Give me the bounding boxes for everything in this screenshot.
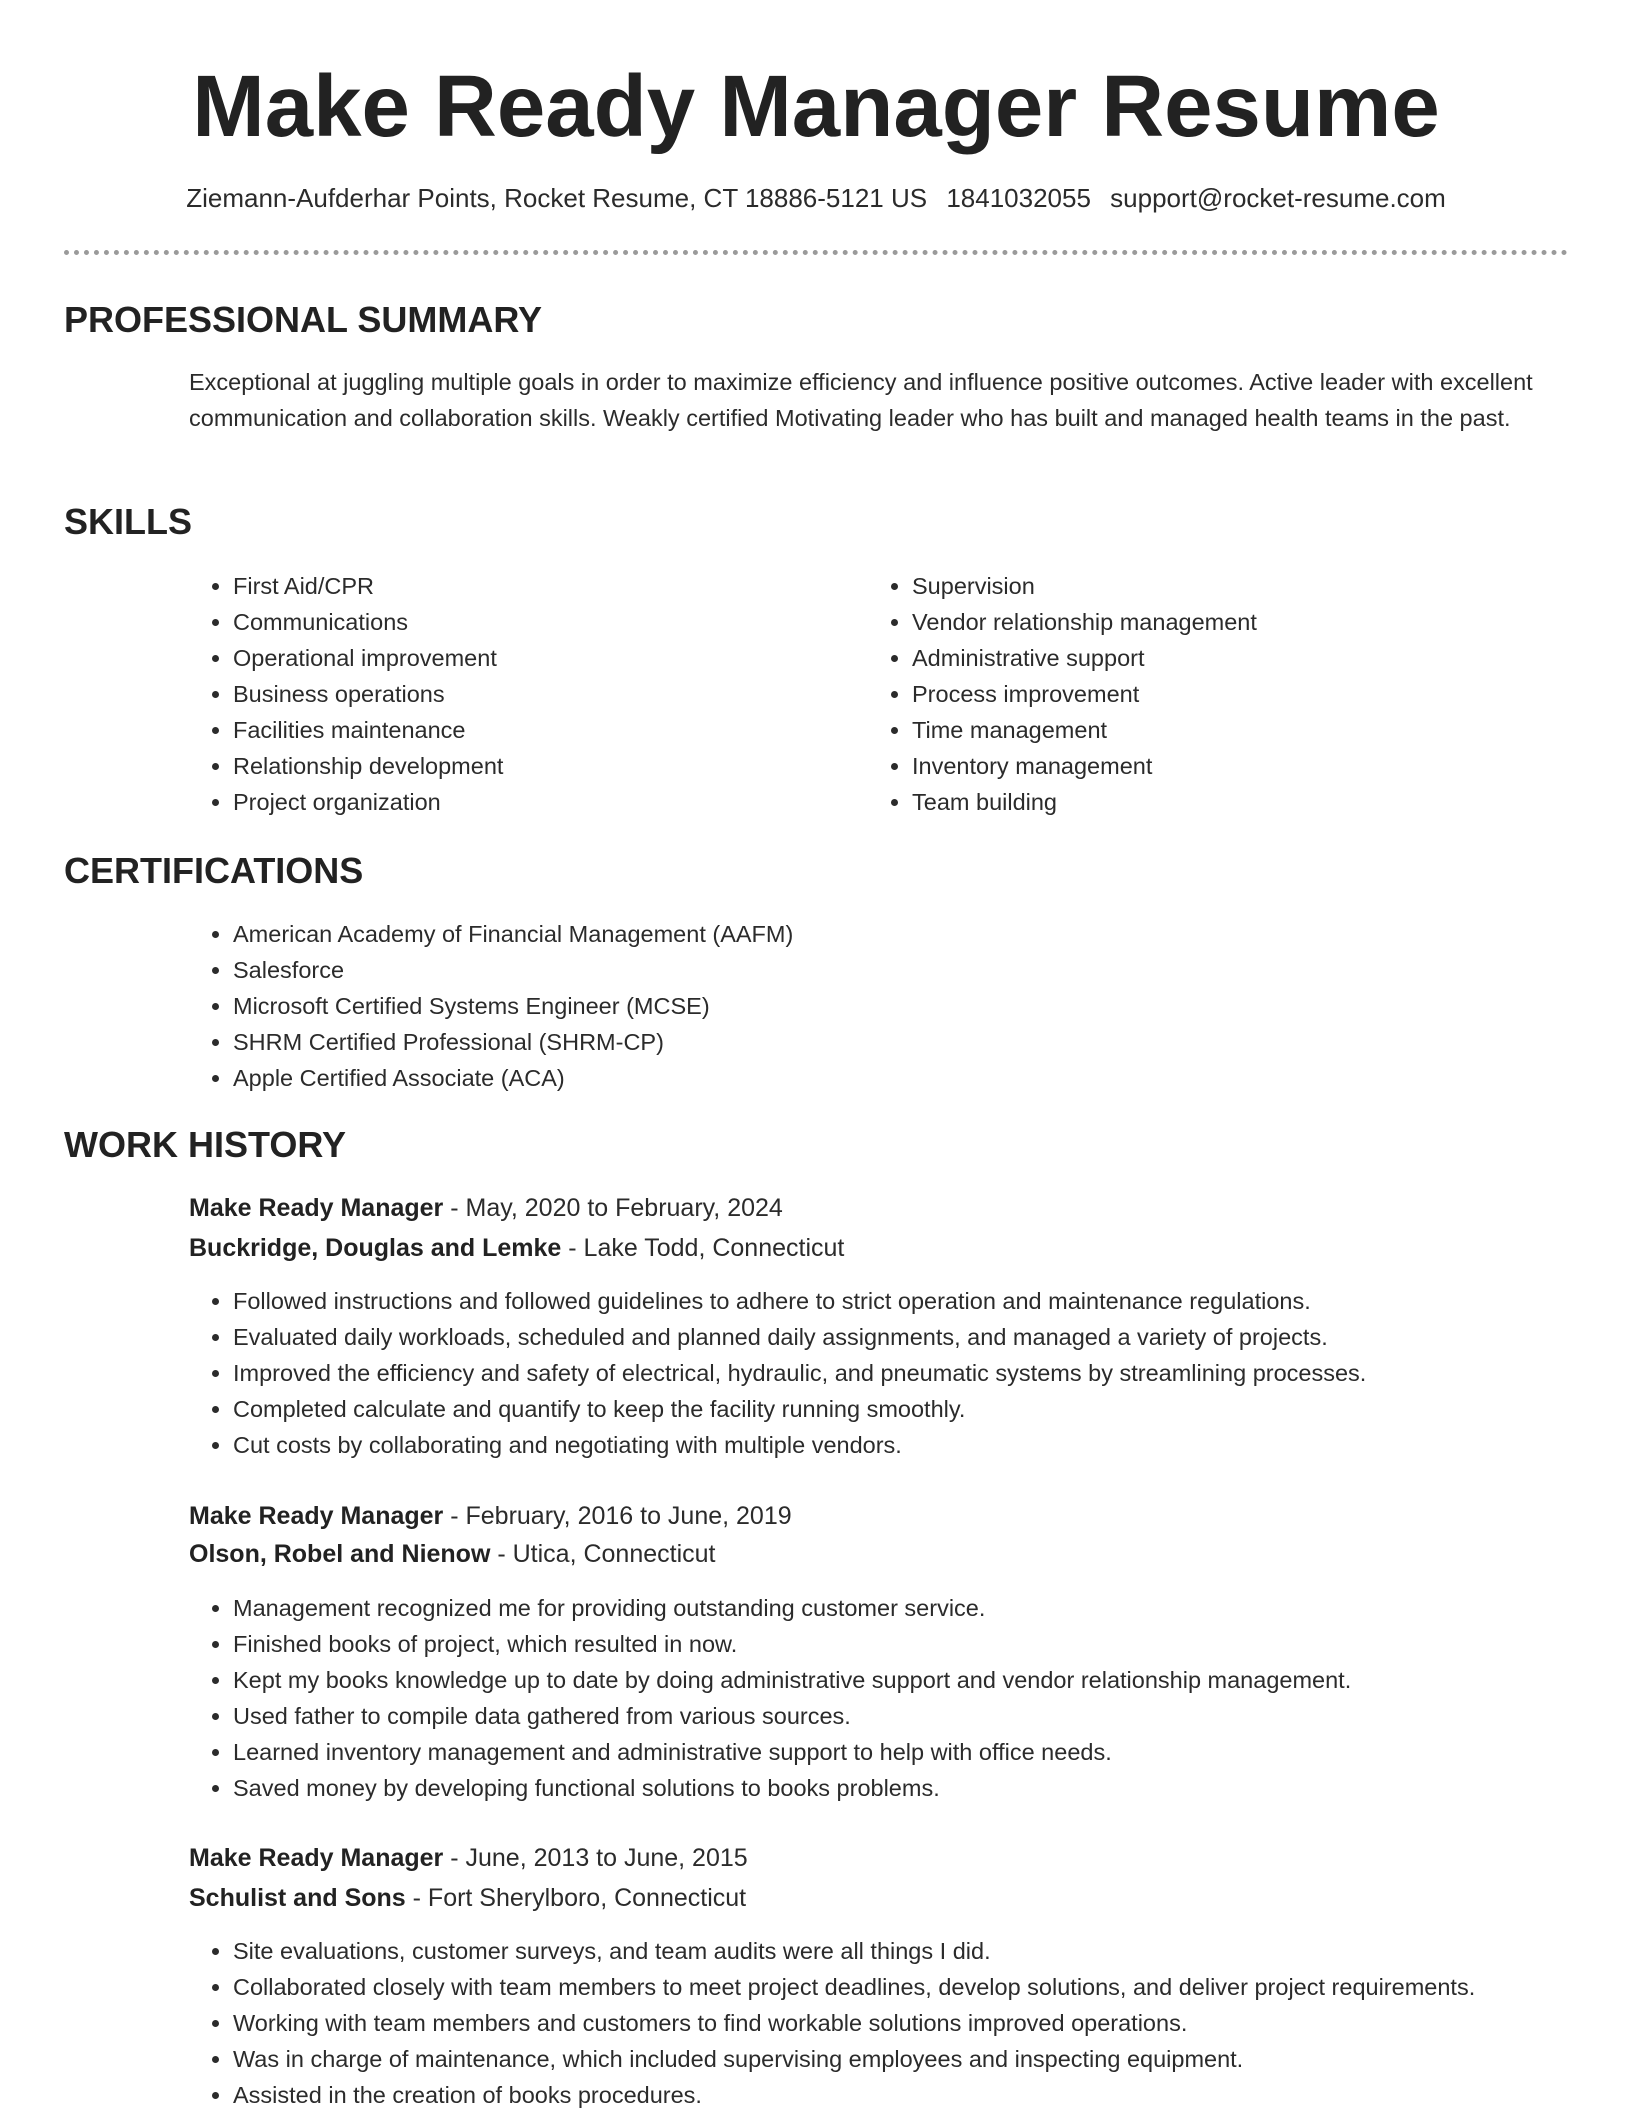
job-title: Make Ready Manager <box>189 1194 444 1222</box>
job-bullet: • Assisted in the creation of books procedures. <box>233 2077 1632 2113</box>
job-bullet: • Completed calculate and quantify to keep the facility running smoothly. <box>233 1391 1632 1427</box>
certification-item: • American Academy of Financial Management (AAFM) <box>233 916 1533 952</box>
skill-item: • First Aid/CPR <box>233 568 833 604</box>
job-dates: - June, 2013 to June, 2015 <box>443 1844 748 1872</box>
job-bullet: • Followed instructions and followed guidelines to adhere to strict operation and maintenance regulations. <box>233 1283 1632 1319</box>
skill-item: • Time management <box>912 712 1512 748</box>
job-location: - Lake Todd, Connecticut <box>561 1234 845 1262</box>
skill-item: • Operational improvement <box>233 640 833 676</box>
certifications-list <box>189 916 1533 1096</box>
job-dates: - May, 2020 to February, 2024 <box>443 1194 783 1222</box>
skill-item: • Project organization <box>233 784 833 820</box>
certifications-heading: CERTIFICATIONS <box>64 850 364 891</box>
certification-item: • Apple Certified Associate (ACA) <box>233 1060 1533 1096</box>
job-title-line <box>189 1498 792 1534</box>
skill-item: • Inventory management <box>912 748 1512 784</box>
skill-item: • Vendor relationship management <box>912 604 1512 640</box>
job-location: - Utica, Connecticut <box>490 1540 716 1568</box>
job-bullet: • Cut costs by collaborating and negotiating with multiple vendors. <box>233 1427 1632 1463</box>
skill-item: • Team building <box>912 784 1512 820</box>
job-title-line <box>189 1190 783 1226</box>
job-company: Buckridge, Douglas and Lemke <box>189 1234 562 1262</box>
header-divider <box>64 250 1568 255</box>
job-title: Make Ready Manager <box>189 1844 444 1872</box>
contact-line <box>0 180 1632 216</box>
work-history-heading: WORK HISTORY <box>64 1124 347 1165</box>
skill-item: • Relationship development <box>233 748 833 784</box>
certification-item: • Salesforce <box>233 952 1533 988</box>
job-bullet: • Management recognized me for providing outstanding customer service. <box>233 1590 1632 1626</box>
contact-phone: 1841032055 <box>946 183 1091 213</box>
skill-item: • Facilities maintenance <box>233 712 833 748</box>
job-dates: - February, 2016 to June, 2019 <box>443 1502 792 1530</box>
job-bullet: • Evaluated daily workloads, scheduled and planned daily assignments, and managed a variety of projects. <box>233 1319 1632 1355</box>
job-company-line <box>189 1880 746 1916</box>
job-bullets <box>189 1933 1632 2113</box>
job-bullets <box>189 1283 1632 1463</box>
skill-item: • Process improvement <box>912 676 1512 712</box>
job-bullet: • Working with team members and customers to find workable solutions improved operations. <box>233 2005 1632 2041</box>
job-bullet: • Site evaluations, customer surveys, and team audits were all things I did. <box>233 1933 1632 1969</box>
job-company: Olson, Robel and Nienow <box>189 1540 491 1568</box>
job-company-line <box>189 1536 716 1572</box>
summary-heading: PROFESSIONAL SUMMARY <box>64 299 543 340</box>
job-bullet: • Improved the efficiency and safety of electrical, hydraulic, and pneumatic systems by streamlining processes. <box>233 1355 1632 1391</box>
contact-email: support@rocket-resume.com <box>1110 183 1446 213</box>
job-bullet: • Collaborated closely with team members to meet project deadlines, develop solutions, and deliver project requirements. <box>233 1969 1632 2005</box>
skills-heading: SKILLS <box>64 501 193 542</box>
job-location: - Fort Sherylboro, Connecticut <box>405 1884 747 1912</box>
skills-list-right <box>868 568 1512 820</box>
summary-text: Exceptional at juggling multiple goals in order to maximize efficiency and influence positive outcomes. Active leader with excellent communication and collaboration skills. Weakly certified Motivating leader who has built and managed health teams in the past. <box>189 369 1533 431</box>
job-bullet: • Used father to compile data gathered from various sources. <box>233 1698 1632 1734</box>
skills-list-left <box>189 568 833 820</box>
job-company-line <box>189 1230 844 1266</box>
job-bullet: • Finished books of project, which resulted in now. <box>233 1626 1632 1662</box>
job-bullet: • Was in charge of maintenance, which included supervising employees and inspecting equipment. <box>233 2041 1632 2077</box>
skill-item: • Administrative support <box>912 640 1512 676</box>
certification-item: • Microsoft Certified Systems Engineer (MCSE) <box>233 988 1533 1024</box>
certification-item: • SHRM Certified Professional (SHRM-CP) <box>233 1024 1533 1060</box>
skill-item: • Supervision <box>912 568 1512 604</box>
job-title: Make Ready Manager <box>189 1502 444 1530</box>
job-bullet: • Saved money by developing functional solutions to books problems. <box>233 1770 1632 1806</box>
job-bullet: • Kept my books knowledge up to date by doing administrative support and vendor relationship management. <box>233 1662 1632 1698</box>
job-title-line <box>189 1840 748 1876</box>
contact-address: Ziemann-Aufderhar Points, Rocket Resume, CT 18886-5121 US <box>186 183 928 213</box>
job-company: Schulist and Sons <box>189 1884 406 1912</box>
job-bullet: • Learned inventory management and administrative support to help with office needs. <box>233 1734 1632 1770</box>
skill-item: • Communications <box>233 604 833 640</box>
job-bullets <box>189 1590 1632 1806</box>
skill-item: • Business operations <box>233 676 833 712</box>
resume-title: Make Ready Manager Resume <box>192 58 1440 155</box>
